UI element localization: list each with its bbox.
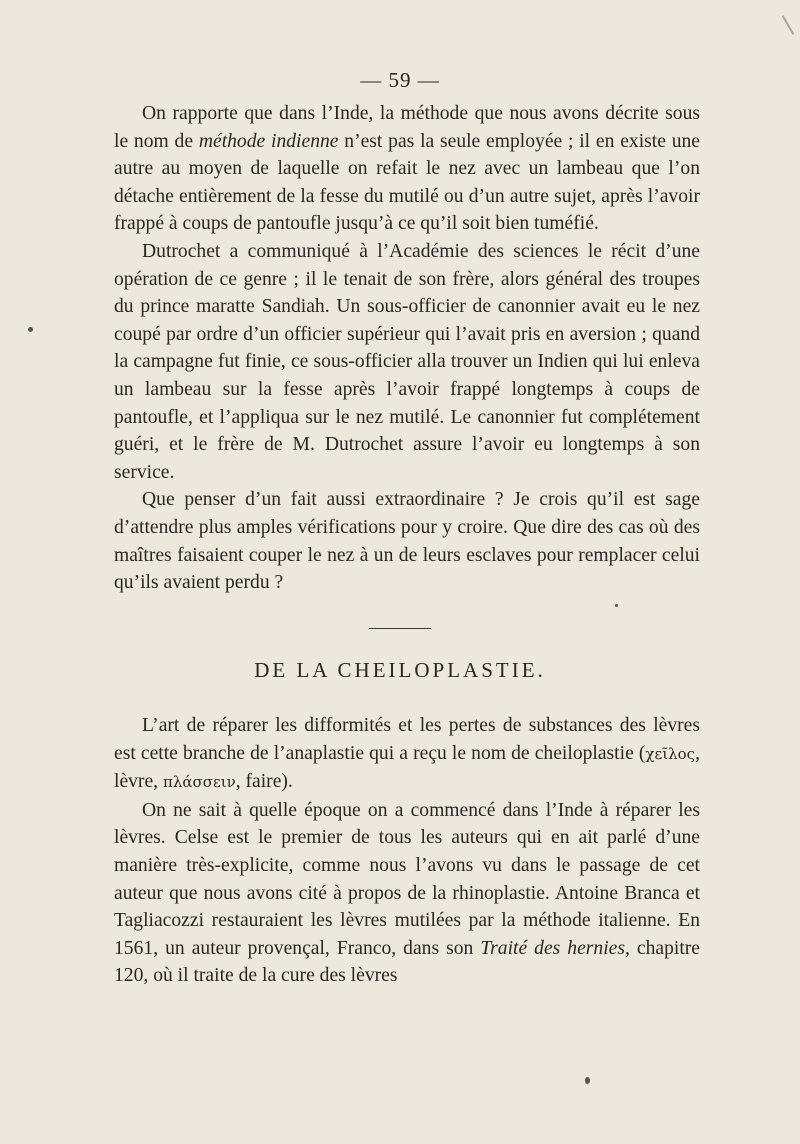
body-text-top xyxy=(114,100,700,597)
ink-speck xyxy=(585,1077,590,1084)
page-number: — 59 — xyxy=(360,68,440,92)
paragraph-text: On rapporte que dans l’Inde, la méthode que nous avons décrite sous le nom de xyxy=(114,103,700,152)
paragraph-text: L’art de réparer les difformités et les pertes de substances des lèvres est cette branche de l’anaplastie qui a reçu le nom de cheiloplastie ( xyxy=(114,715,700,764)
paragraph-definition xyxy=(114,712,700,797)
greek-word: πλάσσειν xyxy=(162,773,236,792)
body-text-bottom xyxy=(114,712,700,990)
paragraph-text: , faire). xyxy=(235,771,293,793)
italic-title: Traité des hernies xyxy=(480,937,625,959)
ink-speck xyxy=(615,604,618,607)
paragraph-text: n’est pas la seule employée ; il en existe une autre au moyen de laquelle on refait le nez avec un lambeau que l’on détache entièrement de la fesse du mutilé ou d’un autre sujet, après l’avoir frappé à coups de pantoufle jusqu’à ce qu’il soit bien tuméfié. xyxy=(114,130,700,235)
paragraph-text: , chapitre 120, où il traite de la cure des lèvres xyxy=(114,937,700,987)
paragraph-dutrochet: Dutrochet a communiqué à l’Académie des sciences le récit d’une opération de ce genre ; il le tenait de son frère, alors général des troupes du prince maratte Sandiah. Un sous-officier de canonnier avait eu le nez coupé par ordre d’un officier supérieur qui l’avait pris en aversion ; quand la campagne fut finie, ce sous-officier alla trouver un Indien qui lui enleva un lambeau sur la fesse après l’avoir frappé longtemps à coups de pantoufle, et l’appliqua sur le nez mutilé. Le canonnier fut complétement guéri, et le frère de M. Dutrochet assure l’avoir eu longtemps à son service. xyxy=(114,240,700,483)
paragraph-text: , lèvre, xyxy=(114,742,700,793)
paragraph-question: Que penser d’un fait aussi extraordinaire ? Je crois qu’il est sage d’attendre plus amples vérifications pour y croire. Que dire des cas où des maîtres faisaient couper le nez à un de leurs esclaves pour remplacer celui qu’ils avaient perdu ? xyxy=(114,489,700,594)
italic-term: méthode indienne xyxy=(198,130,339,152)
paragraph-methode-indienne xyxy=(114,100,700,238)
greek-word: χεῖλος xyxy=(645,744,696,763)
ink-speck xyxy=(782,15,795,35)
paragraph-history xyxy=(114,797,700,990)
paragraph-text: On ne sait à quelle époque on a commencé dans l’Inde à réparer les lèvres. Celse est le premier de tous les auteurs qui en ait parlé d’une manière très-explicite, comme nous l’avons vu dans le passage de cet auteur que nous avons cité à propos de la rhinoplastie. Antoine Branca et Tagliacozzi restauraient les lèvres mutilées par la méthode italienne. En 1561, un auteur provençal, Franco, dans son xyxy=(114,799,700,959)
section-divider xyxy=(369,628,431,629)
ink-speck xyxy=(28,327,33,332)
section-heading: DE LA CHEILOPLASTIE. xyxy=(254,658,546,682)
